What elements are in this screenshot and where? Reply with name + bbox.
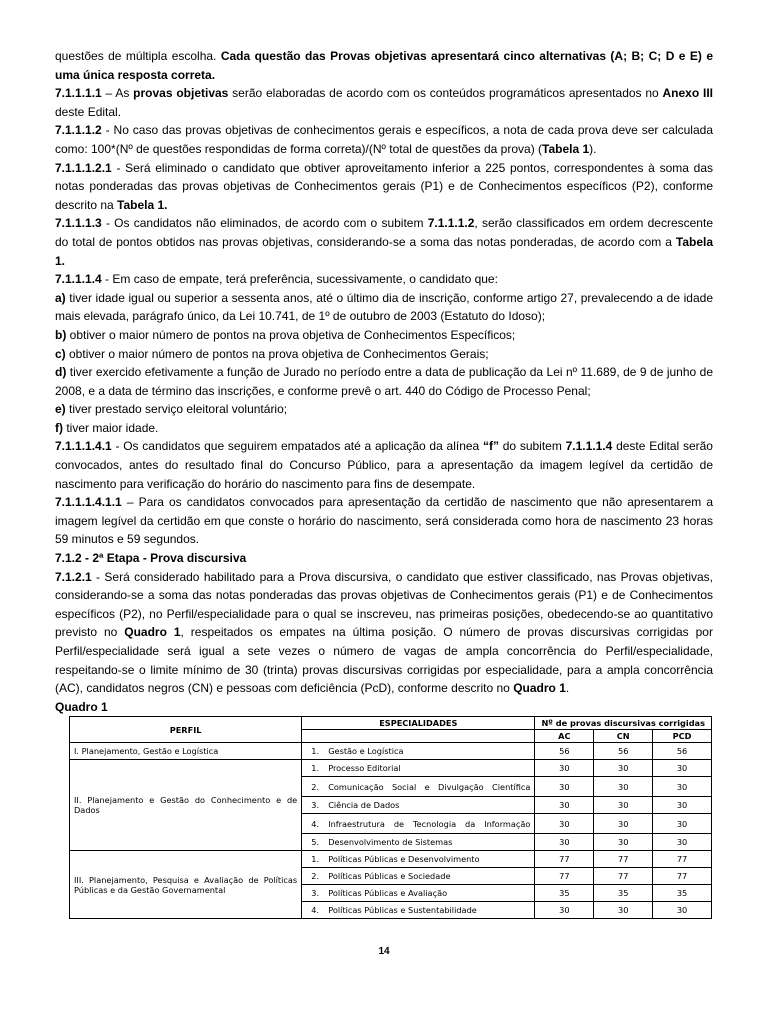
header-perfil: PERFIL [70, 717, 302, 743]
list-item: d) tiver exercido efetivamente a função de Jurado no período entre a data de publicação da Lei nº 11.689, de 9 de junho de 2008, e a data de término das inscrições, e conforme prevê o art. 440 do Código de Processo Penal; [55, 365, 713, 398]
cell-cn: 56 [594, 743, 653, 760]
cell-especialidade [302, 902, 535, 919]
cell-pcd: 30 [653, 814, 712, 834]
paragraph: 7.1.1.1.4 - Em caso de empate, terá preferência, sucessivamente, o candidato que: [55, 272, 498, 287]
list-item: b) obtiver o maior número de pontos na prova objetiva de Conhecimentos Específicos; [55, 327, 516, 342]
paragraph: 7.1.1.1.4.1 - Os candidatos que seguirem empatados até a aplicação da alínea “f” do subitem 7.1.1.1.4 deste Edital serão convocados, antes do resultado final do Concurso Público, para a apresentação da imagem legível da certidão de nascimento para verificação do horário do nascimento para fins de desempate. [55, 439, 713, 491]
cell-cn: 30 [594, 797, 653, 814]
especialidade-name: Infraestrutura de Tecnologia da Informação [328, 818, 531, 829]
especialidade-number: 1. [311, 763, 320, 773]
cell-cn: 35 [594, 885, 653, 902]
list-item: f) tiver maior idade. [55, 420, 159, 435]
cell-ac: 30 [535, 814, 594, 834]
paragraph: 7.1.1.1.4.1.1 – Para os candidatos convocados para apresentação da certidão de nascimento que não apresentarem a imagem legível da certidão em que conste o horário do nascimento, será considerada como hora de nascimento 23 horas 59 minutos e 59 segundos. [55, 495, 713, 547]
table-caption: Quadro 1 [55, 699, 108, 714]
especialidade-number: 3. [311, 800, 320, 810]
cell-cn: 30 [594, 834, 653, 851]
quadro-1-table [69, 716, 712, 919]
especialidade-number: 4. [311, 818, 320, 829]
cell-cn: 77 [594, 851, 653, 868]
cell-cn: 77 [594, 868, 653, 885]
cell-ac: 77 [535, 851, 594, 868]
especialidade-number: 4. [311, 905, 320, 915]
list-item: c) obtiver o maior número de pontos na prova objetiva de Conhecimentos Gerais; [55, 346, 489, 361]
header-cn: CN [594, 730, 653, 743]
especialidade-name: Ciência de Dados [328, 800, 400, 810]
especialidade-name: Desenvolvimento de Sistemas [328, 837, 453, 847]
header-num-provas: Nº de provas discursivas corrigidas [535, 717, 712, 730]
especialidade-name: Processo Editorial [328, 763, 401, 773]
cell-pcd: 56 [653, 743, 712, 760]
header-pcd: PCD [653, 730, 712, 743]
cell-especialidade [302, 777, 535, 797]
cell-pcd: 30 [653, 834, 712, 851]
especialidade-name: Políticas Públicas e Avaliação [328, 888, 448, 898]
cell-especialidade [302, 834, 535, 851]
especialidade-number: 1. [311, 746, 320, 756]
cell-cn: 30 [594, 760, 653, 777]
cell-ac: 30 [535, 797, 594, 814]
cell-cn: 30 [594, 814, 653, 834]
page-number: 14 [378, 946, 390, 957]
especialidade-name: Comunicação Social e Divulgação Científica [328, 781, 531, 792]
paragraph: 7.1.1.1.1 – As provas objetivas serão elaboradas de acordo com os conteúdos programáticos apresentados no Anexo III deste Edital. [55, 86, 713, 119]
cell-ac: 30 [535, 902, 594, 919]
cell-ac: 30 [535, 777, 594, 797]
section-heading: 7.1.2 - 2ª Etapa - Prova discursiva [55, 551, 247, 566]
especialidade-name: Políticas Públicas e Sociedade [328, 871, 451, 881]
cell-perfil: II. Planejamento e Gestão do Conhecimento e de Dados [70, 760, 302, 851]
header-empty [302, 730, 535, 743]
cell-especialidade [302, 868, 535, 885]
especialidade-name: Políticas Públicas e Desenvolvimento [328, 854, 480, 864]
cell-pcd: 30 [653, 797, 712, 814]
table-body [70, 743, 712, 919]
cell-ac: 30 [535, 760, 594, 777]
especialidade-number: 1. [311, 854, 320, 864]
cell-ac: 35 [535, 885, 594, 902]
cell-cn: 30 [594, 902, 653, 919]
especialidade-number: 2. [311, 871, 320, 881]
table-row [70, 851, 712, 868]
header-ac: AC [535, 730, 594, 743]
cell-especialidade [302, 885, 535, 902]
paragraph: 7.1.1.1.3 - Os candidatos não eliminados, de acordo com o subitem 7.1.1.1.2, serão classificados em ordem decrescente do total de pontos obtidos nas provas objetivas, considerando-se a soma das notas ponderadas, de acordo com a Tabela 1. [55, 216, 713, 268]
cell-especialidade [302, 760, 535, 777]
table-row [70, 743, 712, 760]
cell-perfil: III. Planejamento, Pesquisa e Avaliação de Políticas Públicas e da Gestão Governamental [70, 851, 302, 919]
cell-ac: 56 [535, 743, 594, 760]
cell-pcd: 77 [653, 851, 712, 868]
document-body [55, 47, 713, 716]
cell-pcd: 30 [653, 902, 712, 919]
cell-cn: 30 [594, 777, 653, 797]
cell-pcd: 30 [653, 777, 712, 797]
header-especialidades: ESPECIALIDADES [302, 717, 535, 730]
cell-especialidade [302, 797, 535, 814]
paragraph: questões de múltipla escolha. Cada questão das Provas objetivas apresentará cinco alternativas (A; B; C; D e E) e uma única resposta correta. [55, 49, 713, 82]
cell-especialidade [302, 851, 535, 868]
paragraph: 7.1.1.1.2.1 - Será eliminado o candidato que obtiver aproveitamento inferior a 225 pontos, correspondentes à soma das notas ponderadas das provas objetivas de Conhecimentos gerais (P1) e de Conhecimentos específicos (P2), conforme descrito na Tabela 1. [55, 160, 713, 212]
cell-pcd: 77 [653, 868, 712, 885]
cell-ac: 77 [535, 868, 594, 885]
especialidade-number: 3. [311, 888, 320, 898]
list-item: e) tiver prestado serviço eleitoral voluntário; [55, 402, 288, 417]
especialidade-name: Gestão e Logística [328, 746, 404, 756]
cell-pcd: 35 [653, 885, 712, 902]
especialidade-number: 2. [311, 781, 320, 792]
cell-especialidade [302, 743, 535, 760]
especialidade-number: 5. [311, 837, 320, 847]
cell-especialidade [302, 814, 535, 834]
especialidade-name: Políticas Públicas e Sustentabilidade [328, 905, 477, 915]
paragraph: 7.1.2.1 - Será considerado habilitado para a Prova discursiva, o candidato que estiver classificado, nas Provas objetivas, considerando-se a soma das notas ponderadas das provas objetivas de Conhecimentos gerais (P1) e de Conhecimentos específicos (P2), no Perfil/especialidade para o qual se inscreveu, nas primeiras posições, obedecendo-se ao quantitativo previsto no Quadro 1, respeitados os empates na última posição. O número de provas discursivas corrigidas por Perfil/especialidade será igual a sete vezes o número de vagas de ampla concorrência do Perfil/especialidade, respeitando-se o limite mínimo de 30 (trinta) provas discursivas corrigidas por especialidade, para a ampla concorrência (AC), candidatos negros (CN) e pessoas com deficiência (PcD), conforme descrito no Quadro 1. [55, 569, 713, 696]
cell-perfil: I. Planejamento, Gestão e Logística [70, 743, 302, 760]
cell-ac: 30 [535, 834, 594, 851]
paragraph: 7.1.1.1.2 - No caso das provas objetivas de conhecimentos gerais e específicos, a nota de cada prova deve ser calculada como: 100*(Nº de questões respondidas de forma correta)/(Nº total de questões da prova) (Tabela 1). [55, 123, 713, 156]
table-row [70, 760, 712, 777]
list-item: a) tiver idade igual ou superior a sessenta anos, até o último dia de inscrição, conforme artigo 27, prevalecendo a de idade mais elevada, parágrafo único, da Lei 10.741, de 1º de outubro de 2003 (Estatuto do Idoso); [55, 290, 713, 324]
cell-pcd: 30 [653, 760, 712, 777]
